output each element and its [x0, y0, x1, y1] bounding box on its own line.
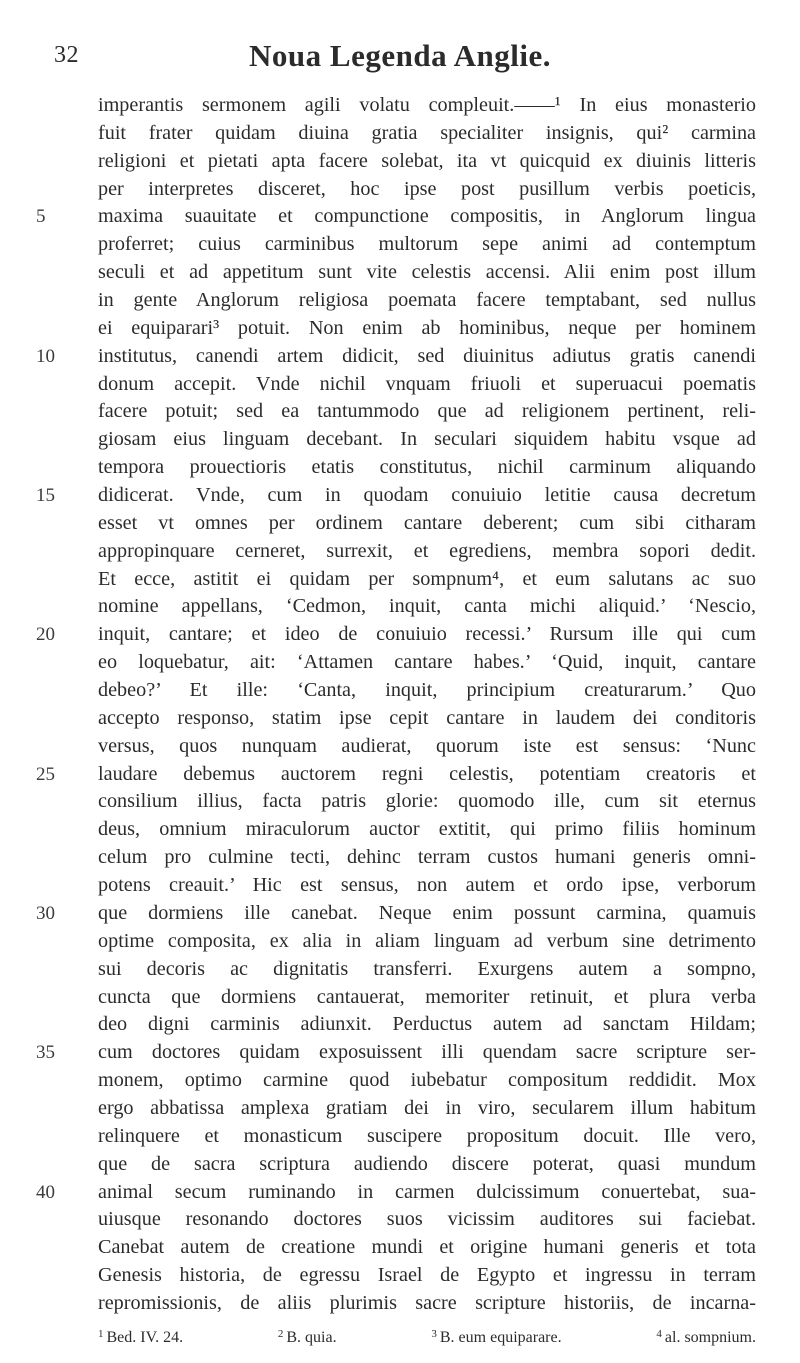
footnote-text: Bed. IV. 24.: [106, 1329, 184, 1346]
text-line: [0, 203, 800, 231]
line-text: versus, quos nunquam audierat, quorum iste est sensus: ‘Nunc: [98, 734, 756, 757]
line-text: celum pro culmine tecti, dehinc terram custos humani generis omni-: [98, 846, 756, 869]
text-line: [0, 92, 800, 120]
text-line: [0, 566, 800, 594]
footnote-mark: 3: [431, 1328, 437, 1340]
text-line: [0, 677, 800, 705]
line-text: que de sacra scriptura audiendo discere poterat, quasi mundum: [98, 1152, 756, 1175]
footnote-text: al. sompnium.: [664, 1329, 756, 1346]
text-line: [0, 120, 800, 148]
line-text: deus, omnium miraculorum auctor extitit, qui primo filiis hominum: [98, 818, 756, 841]
text-line: [0, 761, 800, 789]
line-number: 5: [36, 206, 46, 228]
line-text: seculi et ad appetitum sunt vite celestis accensi. Alii enim post illum: [98, 261, 756, 284]
line-text: ei equiparari³ potuit. Non enim ab hominibus, neque per hominem: [98, 316, 756, 339]
line-number: 30: [36, 902, 55, 924]
line-text: cum doctores quidam exposuissent illi quendam sacre scripture ser-: [98, 1041, 756, 1064]
footnote-mark: 1: [98, 1328, 104, 1340]
line-text: laudare debemus auctorem regni celestis, potentiam creatoris et: [98, 762, 756, 785]
text-line: [0, 287, 800, 315]
line-number: 25: [36, 763, 55, 785]
text-line: [0, 844, 800, 872]
footnote: [656, 1323, 756, 1349]
line-text: deo digni carminis adiunxit. Perductus autem ad sanctam Hildam;: [98, 1013, 756, 1036]
text-line: [0, 538, 800, 566]
text-line: [0, 454, 800, 482]
line-text: consilium illius, facta patris glorie: quomodo ille, cum sit eternus: [98, 790, 756, 813]
text-line: [0, 593, 800, 621]
text-line: [0, 1095, 800, 1123]
page-number: 32: [54, 42, 79, 68]
line-text: monem, optimo carmine quod iubebatur compositum reddidit. Mox: [98, 1069, 756, 1092]
line-text: uiusque resonando doctores suos vicissim auditores sui faciebat.: [98, 1208, 756, 1231]
running-title: Noua Legenda Anglie.: [249, 38, 551, 73]
line-number: 15: [36, 485, 55, 507]
line-text: debeo?’ Et ille: ‘Canta, inquit, principium creaturarum.’ Quo: [98, 679, 756, 702]
text-line: [0, 649, 800, 677]
line-text: relinquere et monasticum suscipere propositum docuit. Ille vero,: [98, 1124, 756, 1147]
text-line: [0, 1067, 800, 1095]
text-line: [0, 1234, 800, 1262]
line-text: esset vt omnes per ordinem cantare deberent; cum sibi citharam: [98, 511, 756, 534]
text-line: [0, 426, 800, 454]
text-line: [0, 1011, 800, 1039]
text-line: [0, 231, 800, 259]
footnote-text: B. eum equiparare.: [439, 1329, 562, 1346]
footnote: [278, 1323, 337, 1349]
footnote: [431, 1323, 561, 1349]
line-text: proferret; cuius carminibus multorum sepe animi ad contemptum: [98, 233, 756, 256]
line-text: tempora prouectioris etatis constitutus, nichil carminum aliquando: [98, 456, 756, 479]
line-text: giosam eius linguam decebant. In seculari siquidem habitu vsque ad: [98, 428, 756, 451]
line-text: optime composita, ex alia in aliam linguam ad verbum sine detrimento: [98, 929, 756, 952]
line-number: 35: [36, 1042, 55, 1064]
line-text: cuncta que dormiens cantauerat, memoriter retinuit, et plura verba: [98, 985, 756, 1008]
text-line: [0, 900, 800, 928]
footnotes: [98, 1323, 756, 1349]
line-text: institutus, canendi artem didicit, sed diuinitus adiutus gratis canendi: [98, 344, 756, 367]
line-text: appropinquare cerneret, surrexit, et egrediens, membra sopori dedit.: [98, 539, 756, 562]
text-line: [0, 1262, 800, 1290]
line-text: religioni et pietati apta facere solebat, ita vt quicquid ex diuinis litteris: [98, 149, 756, 172]
body-text: [0, 92, 800, 1318]
line-number: 10: [36, 345, 55, 367]
line-text: animal secum ruminando in carmen dulcissimum conuertebat, sua-: [98, 1180, 756, 1203]
text-line: [0, 482, 800, 510]
line-text: sui decoris ac dignitatis transferri. Exurgens autem a sompno,: [98, 957, 756, 980]
line-text: nomine appellans, ‘Cedmon, inquit, canta michi aliquid.’ ‘Nescio,: [98, 595, 756, 618]
text-line: [0, 148, 800, 176]
line-number: 20: [36, 624, 55, 646]
text-line: [0, 984, 800, 1012]
text-line: [0, 1290, 800, 1318]
text-line: [0, 956, 800, 984]
line-text: per interpretes disceret, hoc ipse post pusillum verbis poeticis,: [98, 177, 756, 200]
footnote-mark: 2: [277, 1328, 284, 1340]
text-line: [0, 816, 800, 844]
text-line: [0, 398, 800, 426]
footnote-mark: 4: [656, 1328, 662, 1340]
line-text: Canebat autem de creatione mundi et origine humani generis et tota: [98, 1236, 756, 1259]
footnote: [98, 1323, 183, 1349]
footnote-text: B. quia.: [286, 1329, 337, 1346]
line-text: ergo abbatissa amplexa gratiam dei in viro, secularem illum habitum: [98, 1096, 756, 1119]
text-line: [0, 259, 800, 287]
line-text: maxima suauitate et compunctione compositis, in Anglorum lingua: [98, 205, 756, 228]
line-text: accepto responso, statim ipse cepit cantare in laudem dei conditoris: [98, 706, 756, 729]
line-text: in gente Anglorum religiosa poemata facere temptabant, sed nullus: [98, 289, 756, 312]
line-text: eo loquebatur, ait: ‘Attamen cantare habes.’ ‘Quid, inquit, cantare: [98, 651, 756, 674]
text-line: [0, 315, 800, 343]
text-line: [0, 705, 800, 733]
line-text: repromissionis, de aliis plurimis sacre scripture historiis, de incarna-: [98, 1291, 756, 1314]
line-text: potens creauit.’ Hic est sensus, non autem et ordo ipse, verborum: [98, 874, 756, 897]
line-text: didicerat. Vnde, cum in quodam conuiuio letitie causa decretum: [98, 484, 756, 507]
text-line: [0, 510, 800, 538]
text-line: [0, 371, 800, 399]
text-line: [0, 1206, 800, 1234]
text-line: [0, 1123, 800, 1151]
text-line: [0, 872, 800, 900]
line-text: inquit, cantare; et ideo de conuiuio recessi.’ Rursum ille qui cum: [98, 623, 756, 646]
line-number: 40: [36, 1181, 55, 1203]
text-line: [0, 1179, 800, 1207]
line-text: imperantis sermonem agili volatu compleuit.——¹ In eius monasterio: [98, 94, 756, 116]
line-text: facere potuit; sed ea tantummodo que ad religionem pertinent, reli-: [98, 400, 756, 423]
text-line: [0, 176, 800, 204]
text-line: [0, 621, 800, 649]
line-text: fuit frater quidam diuina gratia specialiter insignis, qui² carmina: [98, 121, 756, 144]
text-line: [0, 733, 800, 761]
line-text: donum accepit. Vnde nichil vnquam friuoli et superuacui poematis: [98, 372, 756, 395]
page-header: [0, 38, 800, 80]
text-line: [0, 928, 800, 956]
line-text: Genesis historia, de egressu Israel de Egypto et ingressu in terram: [98, 1264, 756, 1287]
text-line: [0, 1039, 800, 1067]
text-line: [0, 1151, 800, 1179]
text-line: [0, 788, 800, 816]
text-line: [0, 343, 800, 371]
line-text: que dormiens ille canebat. Neque enim possunt carmina, quamuis: [98, 901, 756, 924]
line-text: Et ecce, astitit ei quidam per sompnum⁴, et eum salutans ac suo: [98, 567, 756, 590]
